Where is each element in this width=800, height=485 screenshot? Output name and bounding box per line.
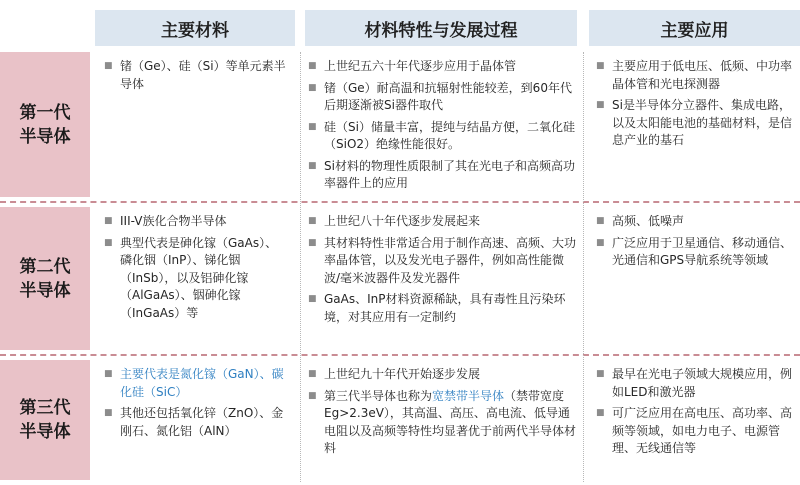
header-properties-development: 材料特性与发展过程 (305, 10, 577, 46)
list-item (596, 405, 796, 458)
square-bullet-icon: ■ (596, 216, 605, 226)
materials-cell (104, 213, 289, 326)
properties-cell (308, 58, 578, 197)
list-item (308, 213, 578, 231)
list-item (104, 213, 289, 231)
item-text (324, 388, 578, 458)
header-main-materials: 主要材料 (95, 10, 295, 46)
row-label-line: 第一代 (19, 102, 71, 123)
item-text: 锗（Ge）耐高温和抗辐射性能较差，到60年代后期逐渐被Si器件取代 (324, 80, 572, 112)
square-bullet-icon: ■ (104, 237, 113, 248)
row-label-first-generation (0, 52, 90, 197)
list-item (308, 158, 578, 193)
applications-cell (596, 213, 796, 274)
list-item (596, 366, 796, 401)
list-item (596, 213, 796, 231)
properties-cell (308, 213, 578, 330)
row-separator (0, 354, 800, 356)
list-item (596, 235, 796, 270)
properties-cell (308, 366, 578, 462)
square-bullet-icon: ■ (308, 216, 317, 226)
item-text: 上世纪八十年代逐步发展起来 (324, 214, 481, 228)
row-label-line: 半导体 (19, 422, 71, 442)
square-bullet-icon: ■ (596, 100, 605, 110)
row-label-line: 半导体 (19, 280, 71, 301)
row-label-second-generation (0, 207, 90, 350)
item-text: 可广泛应用在高电压、高功率、高频等领域，如电力电子、电源管理、无线通信等 (612, 406, 793, 455)
list-item (308, 80, 578, 115)
square-bullet-icon: ■ (596, 61, 605, 71)
square-bullet-icon: ■ (308, 390, 317, 401)
row-separator (0, 201, 800, 203)
row-label-line: 第三代 (19, 398, 71, 418)
column-divider (583, 52, 584, 482)
item-text: 锗（Ge）、硅（Si）等单元素半导体 (120, 59, 286, 91)
item-text: III-V族化合物半导体 (120, 214, 227, 228)
list-item (308, 58, 578, 76)
item-text: 最早在光电子领域大规模应用，例如LED和激光器 (612, 367, 793, 399)
list-item (596, 97, 796, 150)
item-text: Si是半导体分立器件、集成电路，以及太阳能电池的基础材料，是信息产业的基石 (612, 98, 793, 147)
applications-cell (596, 366, 796, 462)
list-item (596, 58, 796, 93)
item-text-part: （禁带宽度Eg>2.3eV），其高温、高压、高电流、低导通电阻以及高频等特性均显著优于前两代半导体材料 (324, 388, 577, 455)
square-bullet-icon: ■ (308, 160, 317, 171)
list-item (104, 58, 289, 93)
item-text-part: 第三代半导体也称为 (324, 388, 433, 403)
item-text: 硅（Si）储量丰富，提纯与结晶方便，二氧化硅（SiO2）绝缘性能很好。 (324, 119, 575, 151)
square-bullet-icon: ■ (308, 82, 317, 93)
square-bullet-icon: ■ (104, 61, 113, 71)
item-text: 上世纪九十年代开始逐步发展 (324, 367, 481, 381)
item-text: 上世纪五六十年代逐步应用于晶体管 (324, 59, 517, 73)
item-text: Si材料的物理性质限制了其在光电子和高频高功率器件上的应用 (324, 158, 575, 190)
item-text: GaAs、InP材料资源稀缺，具有毒性且污染环境，对其应用有一定制约 (324, 292, 566, 324)
square-bullet-icon: ■ (596, 369, 605, 379)
item-text: 广泛应用于卫星通信、移动通信、光通信和GPS导航系统等领域 (612, 235, 793, 267)
square-bullet-icon: ■ (308, 294, 317, 304)
square-bullet-icon: ■ (308, 237, 317, 248)
materials-cell (104, 58, 289, 97)
list-item (104, 235, 289, 323)
header-main-applications: 主要应用 (589, 10, 800, 46)
square-bullet-icon: ■ (104, 408, 113, 418)
square-bullet-icon: ■ (308, 369, 317, 379)
item-text: 其材料特性非常适合用于制作高速、高频、大功率晶体管，以及发光电子器件，例如高性能微波/毫米波器件及发光器件 (324, 235, 577, 285)
row-label-line: 第二代 (19, 256, 71, 277)
list-item (308, 388, 578, 458)
item-text-highlight: 主要代表是氮化镓（GaN）、碳化硅（SiC） (120, 367, 284, 399)
materials-cell (104, 366, 289, 444)
item-text: 高频、低噪声 (612, 214, 685, 228)
item-text: 典型代表是砷化镓（GaAs）、磷化铟（InP）、锑化铟（InSb），以及铝砷化镓（AlGaAs）、铟砷化镓（InGaAs）等 (120, 235, 278, 320)
wide-bandgap-highlight: 宽禁带半导体 (432, 388, 505, 403)
square-bullet-icon: ■ (596, 408, 605, 418)
row-label-line: 半导体 (19, 126, 71, 147)
item-text: 主要应用于低电压、低频、中功率晶体管和光电探测器 (612, 59, 793, 91)
item-text: 其他还包括氧化锌（ZnO）、金刚石、氮化铝（AlN） (120, 406, 284, 438)
square-bullet-icon: ■ (104, 216, 113, 226)
list-item (104, 366, 289, 401)
applications-cell (596, 58, 796, 154)
square-bullet-icon: ■ (596, 237, 605, 248)
list-item (104, 405, 289, 440)
list-item (308, 235, 578, 288)
list-item (308, 366, 578, 384)
row-label-third-generation (0, 360, 90, 480)
square-bullet-icon: ■ (308, 121, 317, 132)
list-item (308, 119, 578, 154)
square-bullet-icon: ■ (104, 369, 113, 379)
square-bullet-icon: ■ (308, 61, 317, 71)
column-divider (300, 52, 301, 482)
list-item (308, 291, 578, 326)
